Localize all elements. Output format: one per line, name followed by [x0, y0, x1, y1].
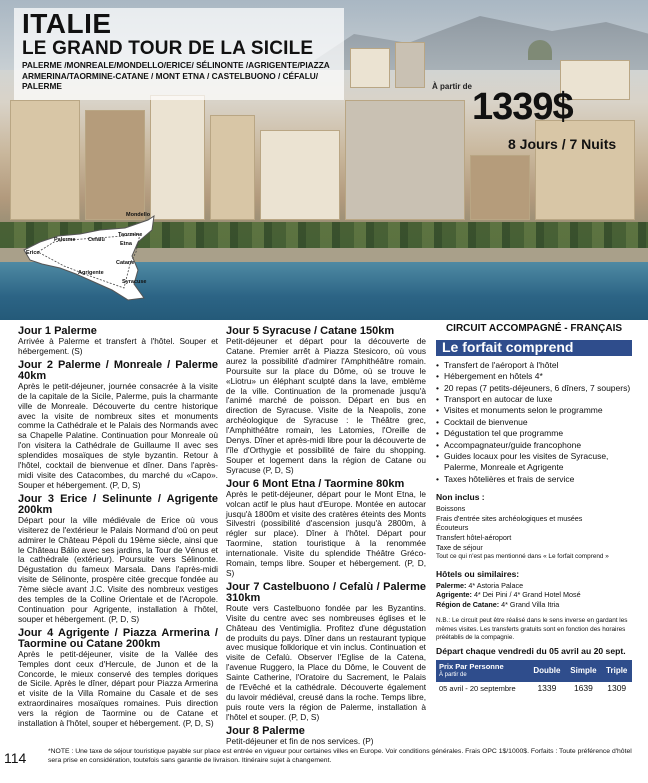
price-col-double: Double: [528, 660, 565, 682]
day-6-title: Jour 6 Mont Etna / Taormine 80km: [226, 477, 405, 490]
map-label-cefalu: Cefalù: [88, 237, 105, 243]
itinerary-column-2: [226, 324, 426, 750]
hotel-line: Palerme: 4* Astoria Palace: [436, 580, 524, 590]
day-5-title: Jour 5 Syracuse / Catane 150km: [226, 325, 395, 337]
day-8-title: Jour 8 Palerme: [226, 724, 305, 737]
price-double: 1339: [537, 682, 557, 693]
forfait-item: • Accompagnateur/guide francophone: [436, 440, 632, 451]
day-8-text: Petit-déjeuner et fin de nos services. (P): [226, 735, 374, 746]
price-amount: 1339$: [472, 86, 573, 128]
hotels-heading: Hôtels ou similaires:: [436, 568, 520, 579]
day-1-title: Jour 1 Palerme: [18, 325, 97, 337]
map-label-etna: Etna: [120, 241, 132, 247]
table-row: [436, 682, 632, 696]
building: [10, 100, 80, 220]
day-2-text: Après le petit-déjeuner, journée consacrée à la visite de la capitale de la Sicile, Palerme, puis la charmante ville de Monreale. Découverte du centre historique avec la visite de nombreux sites et monuments comme la Cathédrale et le Palais des Normands avec sa Chapelle Palatine. Continuation pour Monreale où l'on visitera la Cathédrale de Guillaume II avec ses splendides mosaïques de style byzantin. Retour à l'hôtel, cocktail de bienvenue et dîner. Dans l'après-midi visite des Catacombes, du marché du «Capo». Souper et hébergement. (P, D, S): [18, 380, 218, 490]
price-table-head-label: Prix Par Personne À partir de: [436, 660, 528, 682]
price-table: [436, 660, 632, 696]
package-sidebar: [436, 324, 632, 695]
building: [470, 155, 530, 220]
day-4-text: Après le petit-déjeuner, visite de la Vallée des Temples dont ceux d'Hercule, de Junon et de la Concorde, le mieux conservé des temples doriques de Sicile. Après le dîner, départ pour Piazza Armerina et visite de la Villa Romaine du Casale et de ses extraordinaires mosaïques romaines. Puis direction vers la région de Taormine ou de Catane et installation à l'hôtel, souper et hébergement. (P, D, S): [18, 648, 218, 729]
day-3-text: Départ pour la ville médiévale de Erice où vous visiterez de l'extérieur le Palais Normand d'où on peut admirer le Château Pépoli du 19ème siècle, ainsi que le Château Bálio avec ses jardins, la Tour de Vénus et la cathédrale (extérieur). Poursuite vers Sélinonte. Dégustation du fameux Marsala. Dans l'après-midi visite de Sélinonte, prospère citée grecque fondée au 7ème siècle avant J.C. Visite des nombreux vestiges des temples de la Colline Orientale et de l'Acropole. Continuation pour Agrigente, installation à l'hôtel, souper et hébergement. (P, D, S): [18, 514, 218, 624]
building: [85, 110, 145, 220]
map-label-palerme: Palerme: [54, 237, 76, 243]
non-inclus-heading: Non inclus :: [436, 492, 485, 503]
map-label-erice: Erice: [26, 250, 40, 256]
forfait-item: • Dégustation tel que programme: [436, 428, 632, 439]
tour-title: LE GRAND TOUR DE LA SICILE: [22, 38, 314, 59]
price-row-dates: 05 avril - 20 septembre: [439, 683, 516, 693]
day-6-text: Après le petit-déjeuner, départ pour le Mont Etna, le volcan actif le plus haut d'Europe. Montée en autocar jusqu'à 1800m et visite des cratères éteints des Monts Silvestri (possibilité d'ascension jusqu'à 2800m, à régler sur place). Dîner à l'hôtel. Départ pour Taormine, station touristique à la renommée internationale. Visite du splendide Théâtre Gréco-Romain, temps libre. Souper et hébergement. (P, D, S): [226, 488, 426, 578]
page-number: 114: [4, 750, 27, 766]
non-inclus-item: Transfert hôtel-aéroport: [436, 532, 512, 542]
sicily-map: [20, 212, 170, 307]
building: [345, 100, 465, 220]
forfait-list: [436, 360, 632, 485]
building: [210, 115, 255, 220]
building: [150, 95, 205, 220]
forfait-item: • Guides locaux pour les visites de Syracuse, Palerme, Monreale et Agrigente: [436, 451, 632, 474]
non-inclus-list: [436, 504, 632, 562]
map-label-catane: Catane: [116, 260, 135, 266]
forfait-item: • Transfert de l'aéroport à l'hôtel: [436, 360, 632, 371]
circuit-label: CIRCUIT ACCOMPAGNÉ - FRANÇAIS: [445, 323, 623, 334]
itinerary-column-1: [18, 324, 218, 732]
day-3-title: Jour 3 Erice / Selinunte / Agrigente 200km: [18, 492, 218, 516]
departure-info: Départ chaque vendredi du 05 avril au 20 sept.: [436, 645, 626, 656]
forfait-item: • Cocktail de bienvenue: [436, 417, 632, 428]
day-7-text: Route vers Castelbuono fondée par les Byzantins. Visite du centre avec ses nombreuses églises et le Château des Ventimiglia. Profitez d'une dégustation de produits du pays. Dîner dans un restaurant typique avec musique folklorique et vin inclus. Continuation et visite de Cefalù. Observer l'Eglise de la Catena, l'avenue Ruggero, la Place du Dôme, le Couvent de Sainte Catherine, l'Oratoire du Sacrement, le Palais de l'Evêché et la cathédrale. Découverte également du lavoir médiéval, creusé dans la roche. Temps libre, puis route vers la région de Palerme, installation à l'hôtel et souper. (P, D, S): [226, 602, 426, 722]
map-label-syracuse: Syracuse: [122, 279, 147, 285]
price-col-simple: Simple: [565, 660, 601, 682]
country-title: ITALIE: [22, 8, 112, 39]
price-triple: 1309: [607, 682, 627, 693]
map-label-mondello: Mondello: [126, 212, 151, 218]
map-label-agrigente: Agrigente: [78, 270, 104, 276]
hotel-line: Région de Catane: 4* Grand Villa Itria: [436, 599, 560, 609]
price-simple: 1639: [573, 682, 593, 693]
forfait-item: • Visites et monuments selon le programme: [436, 405, 632, 416]
non-inclus-item: Taxe de séjour: [436, 542, 483, 552]
building: [260, 130, 340, 220]
building: [395, 42, 425, 88]
forfait-item: • 20 repas (7 petits-déjeuners, 6 dîners, 7 soupers): [436, 383, 632, 394]
price-col-triple: Triple: [601, 660, 632, 682]
dome: [528, 40, 552, 60]
sicily-outline: [20, 212, 170, 307]
map-label-taormine: Taormine: [118, 232, 143, 238]
day-7-title: Jour 7 Castelbuono / Cefalù / Palerme 310km: [226, 580, 426, 604]
tour-duration: 8 Jours / 7 Nuits: [508, 136, 617, 152]
forfait-item: • Taxes hôtelières et frais de service: [436, 474, 632, 485]
non-inclus-item: Boissons: [436, 504, 466, 514]
building: [350, 48, 390, 88]
forfait-item: • Transport en autocar de luxe: [436, 394, 632, 405]
day-5-text: Petit-déjeuner et départ pour la découverte de Catane. Premier arrêt à Piazza Stesicoro, où vous aurez la possibilité d'admirer l'Amphithéâtre romain. Poursuite sur la place du Dôme, où se trouve le «Liotru» un éléphant sculpté dans la lave, emblème de la ville. Continuation de la promenade jusqu'à l'animé marché de poisson. Départ en bus en direction de Syracuse. Visite de la Neapolis, zone archéologique de Syracuse : le Théâtre grec, l'Amphithéâtre romain, les Latomies, l'Oreille de Denys. Dîner et après-midi libre pour la découverte de l'île d'Orthygie et possibilité de faire du shopping. Souper et logement dans la région de Catane ou Syracuse (P, D, S): [226, 336, 426, 475]
building: [535, 120, 635, 220]
forfait-item: • Hébergement en hôtels 4*: [436, 371, 632, 382]
non-inclus-item: Écouteurs: [436, 523, 469, 533]
day-2-title: Jour 2 Palerme / Monreale / Palerme 40km: [18, 358, 218, 382]
non-inclus-item: Frais d'entrée sites archéologiques et musées: [436, 513, 583, 523]
non-inclus-item: Tout ce qui n'est pas mentionné dans « Le forfait comprend »: [436, 553, 609, 561]
day-4-title: Jour 4 Agrigente / Piazza Armerina / Taormine ou Catane 200km: [18, 626, 218, 650]
nb-note: N.B.: Le circuit peut être réalisé dans le sens inverse en gardant les mêmes visites. Les transferts gratuits sont en fonction des horaires préétablis de la compagnie.: [436, 617, 628, 642]
route-subtitle: PALERME /MONREALE/MONDELLO/ERICE/ SÉLINONTE /AGRIGENTE/PIAZZA ARMERINA/TAORMINE-CATANE / MONT ETNA / CASTELBUONO / CÉFALU/ PALERME: [22, 60, 330, 92]
price-from-label: À partir de: [432, 82, 473, 91]
day-1-text: Arrivée à Palerme et transfert à l'hôtel. Souper et hébergement. (S): [18, 336, 218, 356]
hotel-line: Agrigente: 4* Dei Pini / 4* Grand Hotel Mosé: [436, 590, 581, 600]
footnote: *NOTE : Une taxe de séjour touristique payable sur place est entrée en vigueur pour certaines villes en Europe. Voir conditions générales. Frais OPC 1$/1000$. Forfaits : Toute préférence d'hôtel sera prise en considération, toutefois sans garantie de livraison. Itinéraire sujet à changement.: [48, 748, 632, 764]
forfait-heading: Le forfait comprend: [436, 340, 632, 356]
